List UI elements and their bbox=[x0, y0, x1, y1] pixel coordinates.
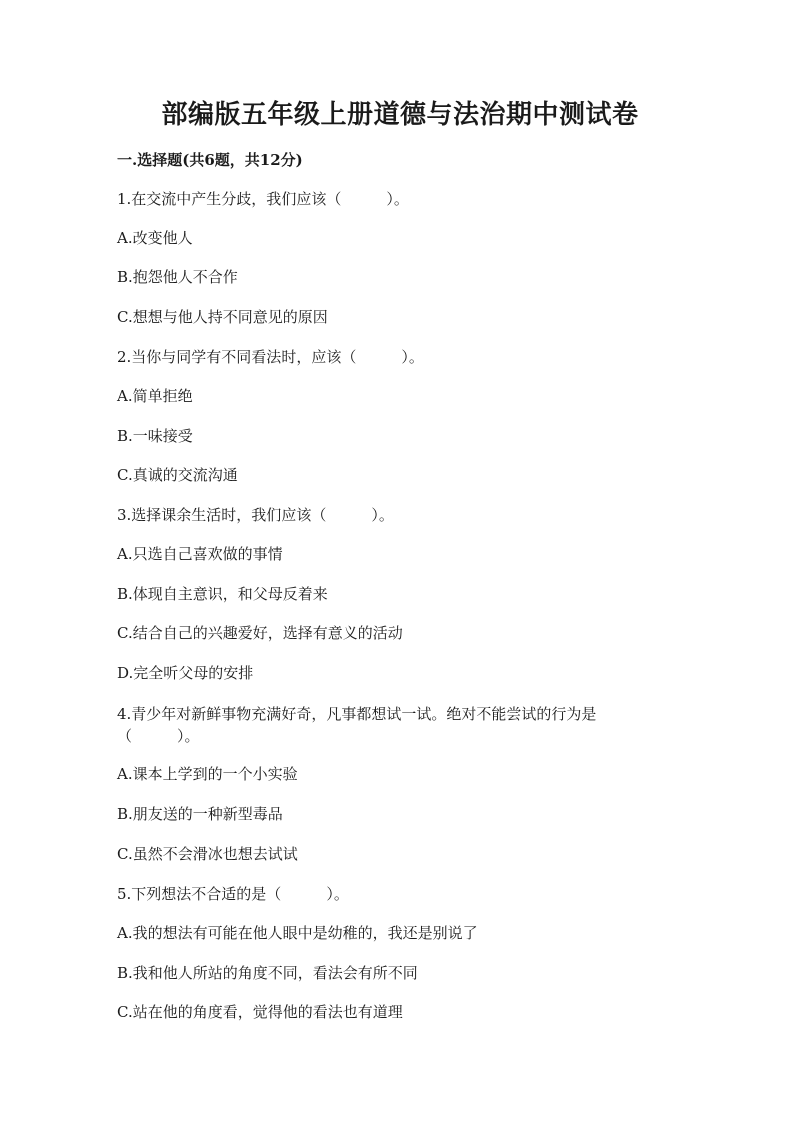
answer-option[interactable]: A.改变他人 bbox=[117, 229, 193, 247]
question-stem: 5.下列想法不合适的是（ ）。 bbox=[117, 885, 349, 903]
answer-option[interactable]: D.完全听父母的安排 bbox=[117, 664, 254, 682]
question-stem: 3.选择课余生活时，我们应该（ ）。 bbox=[117, 506, 394, 524]
answer-option[interactable]: B.抱怨他人不合作 bbox=[117, 268, 238, 286]
question-stem: 1.在交流中产生分歧，我们应该（ ）。 bbox=[117, 190, 409, 208]
answer-option[interactable]: B.我和他人所站的角度不同，看法会有所不同 bbox=[117, 964, 418, 982]
answer-option[interactable]: A.只选自己喜欢做的事情 bbox=[117, 545, 283, 563]
answer-option[interactable]: C.虽然不会滑冰也想去试试 bbox=[117, 845, 298, 863]
section-heading: 一.选择题(共6题，共12分) bbox=[117, 151, 303, 169]
answer-option[interactable]: C.想想与他人持不同意见的原因 bbox=[117, 308, 328, 326]
answer-option[interactable]: A.课本上学到的一个小实验 bbox=[117, 765, 298, 783]
answer-option[interactable]: C.结合自己的兴趣爱好，选择有意义的活动 bbox=[117, 624, 403, 642]
answer-option[interactable]: A.我的想法有可能在他人眼中是幼稚的，我还是别说了 bbox=[117, 924, 478, 942]
answer-option[interactable]: B.体现自主意识，和父母反着来 bbox=[117, 585, 328, 603]
question-stem: 4.青少年对新鲜事物充满好奇，凡事都想试一试。绝对不能尝试的行为是（ ）。 bbox=[117, 705, 597, 745]
answer-option[interactable]: B.朋友送的一种新型毒品 bbox=[117, 805, 283, 823]
answer-option[interactable]: C.真诚的交流沟通 bbox=[117, 466, 238, 484]
answer-option[interactable]: C.站在他的角度看，觉得他的看法也有道理 bbox=[117, 1003, 403, 1021]
answer-option[interactable]: A.简单拒绝 bbox=[117, 387, 193, 405]
answer-option[interactable]: B.一味接受 bbox=[117, 427, 193, 445]
exam-title: 部编版五年级上册道德与法治期中测试卷 bbox=[161, 100, 639, 130]
question-stem: 2.当你与同学有不同看法时，应该（ ）。 bbox=[117, 348, 424, 366]
